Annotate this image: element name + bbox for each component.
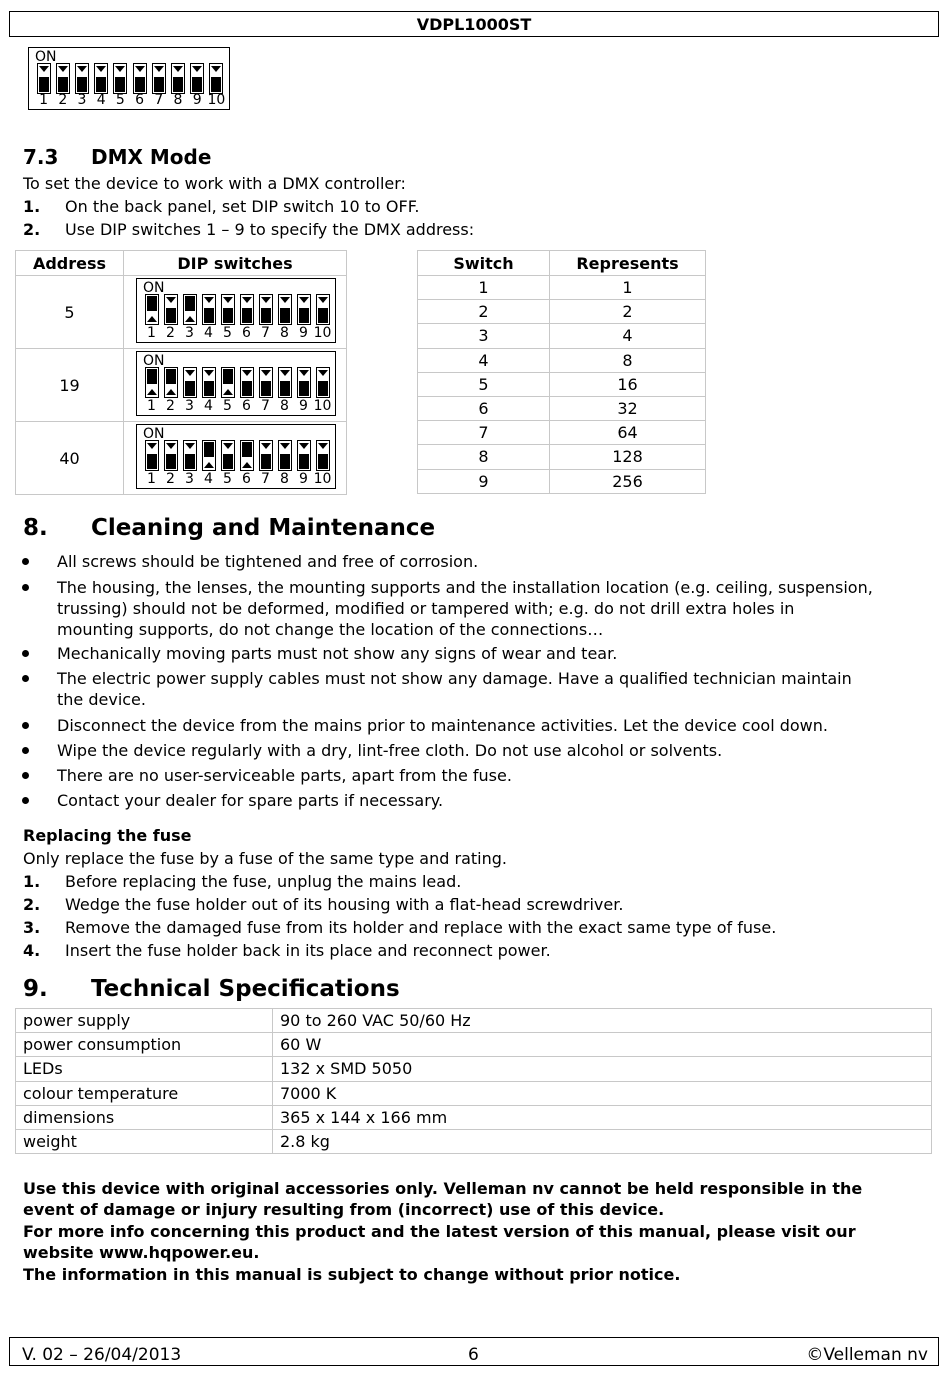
dip-number: 4 bbox=[204, 398, 213, 414]
spec-value: 365 x 144 x 166 mm bbox=[273, 1105, 932, 1129]
switch-row bbox=[418, 421, 706, 445]
dip-switch-10 bbox=[316, 440, 330, 471]
dip-number: 4 bbox=[204, 325, 213, 341]
dmx-intro: To set the device to work with a DMX controller: bbox=[23, 174, 406, 193]
dip-switch-2 bbox=[164, 294, 178, 325]
section-heading-specs: 9. Technical Specifications bbox=[23, 976, 400, 1002]
dip-number: 8 bbox=[280, 471, 289, 487]
dip-number: 6 bbox=[242, 325, 251, 341]
dip-switch-figure bbox=[136, 351, 336, 416]
dip-switch-5 bbox=[221, 367, 235, 398]
dip-number: 10 bbox=[313, 325, 332, 341]
represents-cell: 32 bbox=[550, 396, 706, 420]
notice-line: For more info concerning this product and the latest version of this manual, please visit our bbox=[23, 1222, 856, 1241]
list-item-text: the device. bbox=[57, 690, 146, 709]
list-item-text: There are no user-serviceable parts, apart from the fuse. bbox=[57, 766, 512, 785]
bullet-icon bbox=[22, 722, 29, 729]
switch-row bbox=[418, 469, 706, 493]
dip-number: 8 bbox=[280, 325, 289, 341]
switch-cell: 9 bbox=[418, 469, 550, 493]
dip-switch-10 bbox=[209, 63, 223, 94]
dmx-step: 2. Use DIP switches 1 – 9 to specify the DMX address: bbox=[23, 220, 475, 239]
spec-value: 60 W bbox=[273, 1033, 932, 1057]
dip-switch-figure bbox=[28, 47, 230, 110]
dip-number: 2 bbox=[166, 471, 175, 487]
dip-switch-1 bbox=[145, 367, 159, 398]
spec-row bbox=[16, 1033, 932, 1057]
spec-value: 7000 K bbox=[273, 1081, 932, 1105]
dip-number: 4 bbox=[204, 471, 213, 487]
switch-row bbox=[418, 396, 706, 420]
switch-cell: 3 bbox=[418, 324, 550, 348]
address-table bbox=[15, 250, 347, 495]
dip-switch-10 bbox=[316, 367, 330, 398]
fuse-step: 4. Insert the fuse holder back in its place and reconnect power. bbox=[23, 941, 551, 960]
dip-number: 9 bbox=[299, 325, 308, 341]
dip-number: 10 bbox=[313, 398, 332, 414]
footer-copyright: ©Velleman nv bbox=[806, 1345, 928, 1365]
switch-header: Switch bbox=[418, 251, 550, 276]
bullet-icon bbox=[22, 797, 29, 804]
dip-number: 7 bbox=[261, 325, 270, 341]
dip-number: 7 bbox=[261, 471, 270, 487]
switch-table bbox=[417, 250, 706, 494]
switch-row bbox=[418, 372, 706, 396]
dip-switch-5 bbox=[113, 63, 127, 94]
dip-number: 2 bbox=[166, 325, 175, 341]
dip-number: 9 bbox=[299, 471, 308, 487]
notice-line: The information in this manual is subject to change without prior notice. bbox=[23, 1265, 681, 1284]
dip-number: 3 bbox=[185, 325, 194, 341]
dip-number: 3 bbox=[185, 471, 194, 487]
fuse-heading: Replacing the fuse bbox=[23, 826, 192, 845]
dip-switch-2 bbox=[164, 367, 178, 398]
list-item-text: The housing, the lenses, the mounting supports and the installation location (e.g. ceiling, suspension, bbox=[57, 578, 873, 597]
dip-switch-8 bbox=[278, 294, 292, 325]
represents-cell: 8 bbox=[550, 348, 706, 372]
dip-number: 10 bbox=[313, 471, 332, 487]
list-item-text: All screws should be tightened and free of corrosion. bbox=[57, 552, 479, 571]
switch-row bbox=[418, 445, 706, 469]
spec-row bbox=[16, 1081, 932, 1105]
dip-switch-8 bbox=[278, 440, 292, 471]
dip-switch-9 bbox=[297, 367, 311, 398]
dip-switch-4 bbox=[202, 440, 216, 471]
fuse-step: 2. Wedge the fuse holder out of its housing with a flat-head screwdriver. bbox=[23, 895, 624, 914]
dip-switch-8 bbox=[278, 367, 292, 398]
dip-number: 9 bbox=[192, 92, 202, 108]
spec-label: power supply bbox=[16, 1009, 273, 1033]
dip-switch-4 bbox=[202, 294, 216, 325]
dip-switch-1 bbox=[145, 294, 159, 325]
switch-row bbox=[418, 324, 706, 348]
dip-switch-7 bbox=[259, 294, 273, 325]
list-item-text: Disconnect the device from the mains prior to maintenance activities. Let the device cool down. bbox=[57, 716, 828, 735]
dip-switch-5 bbox=[221, 440, 235, 471]
section-heading-dmx: 7.3 DMX Mode bbox=[23, 145, 212, 169]
represents-cell: 64 bbox=[550, 421, 706, 445]
dip-number: 6 bbox=[242, 398, 251, 414]
address-cell: 19 bbox=[16, 349, 124, 422]
dip-number: 1 bbox=[39, 92, 49, 108]
address-cell: 5 bbox=[16, 276, 124, 349]
dip-number: 4 bbox=[96, 92, 106, 108]
spec-row bbox=[16, 1009, 932, 1033]
bullet-icon bbox=[22, 558, 29, 565]
dip-switch-4 bbox=[94, 63, 108, 94]
dip-number: 6 bbox=[135, 92, 145, 108]
represents-cell: 1 bbox=[550, 276, 706, 300]
bullet-icon bbox=[22, 584, 29, 591]
dip-switch-2 bbox=[56, 63, 70, 94]
dip-switch-figure bbox=[136, 424, 336, 489]
dip-switch-1 bbox=[37, 63, 51, 94]
section-heading-cleaning: 8. Cleaning and Maintenance bbox=[23, 515, 436, 541]
spec-label: dimensions bbox=[16, 1105, 273, 1129]
list-item-text: Mechanically moving parts must not show any signs of wear and tear. bbox=[57, 644, 618, 663]
dip-switch-4 bbox=[202, 367, 216, 398]
dip-on-label: ON bbox=[143, 426, 165, 442]
notice-line: event of damage or injury resulting from (incorrect) use of this device. bbox=[23, 1200, 665, 1219]
dip-switch-7 bbox=[259, 440, 273, 471]
switch-cell: 1 bbox=[418, 276, 550, 300]
spec-label: LEDs bbox=[16, 1057, 273, 1081]
dip-number: 1 bbox=[147, 398, 156, 414]
dip-switch-1 bbox=[145, 440, 159, 471]
dip-number: 8 bbox=[280, 398, 289, 414]
fuse-step: 1. Before replacing the fuse, unplug the mains lead. bbox=[23, 872, 462, 891]
dip-number: 9 bbox=[299, 398, 308, 414]
switch-row bbox=[418, 348, 706, 372]
dip-number: 7 bbox=[261, 398, 270, 414]
spec-label: power consumption bbox=[16, 1033, 273, 1057]
switch-row bbox=[418, 276, 706, 300]
address-header: Address bbox=[16, 251, 124, 276]
notice-line: Use this device with original accessories only. Velleman nv cannot be held responsible in the bbox=[23, 1179, 863, 1198]
represents-cell: 128 bbox=[550, 445, 706, 469]
dip-switch-9 bbox=[297, 294, 311, 325]
spec-label: colour temperature bbox=[16, 1081, 273, 1105]
list-item-text: Contact your dealer for spare parts if necessary. bbox=[57, 791, 444, 810]
represents-cell: 16 bbox=[550, 372, 706, 396]
switch-row bbox=[418, 300, 706, 324]
notice-line: website www.hqpower.eu. bbox=[23, 1243, 260, 1262]
switch-cell: 4 bbox=[418, 348, 550, 372]
represents-cell: 4 bbox=[550, 324, 706, 348]
dip-number: 7 bbox=[154, 92, 164, 108]
bullet-icon bbox=[22, 772, 29, 779]
dip-switch-8 bbox=[171, 63, 185, 94]
represents-header: Represents bbox=[550, 251, 706, 276]
spec-row bbox=[16, 1105, 932, 1129]
switch-cell: 6 bbox=[418, 396, 550, 420]
dip-switch-6 bbox=[240, 294, 254, 325]
dip-switch-2 bbox=[164, 440, 178, 471]
dip-switch-10 bbox=[316, 294, 330, 325]
spec-label: weight bbox=[16, 1129, 273, 1153]
dip-switch-6 bbox=[240, 367, 254, 398]
spec-value: 90 to 260 VAC 50/60 Hz bbox=[273, 1009, 932, 1033]
bullet-icon bbox=[22, 747, 29, 754]
dip-on-label: ON bbox=[35, 49, 57, 65]
dip-number: 3 bbox=[185, 398, 194, 414]
fuse-intro: Only replace the fuse by a fuse of the same type and rating. bbox=[23, 849, 507, 868]
dip-number: 5 bbox=[223, 471, 232, 487]
dip-on-label: ON bbox=[143, 280, 165, 296]
bullet-icon bbox=[22, 650, 29, 657]
dip-number: 5 bbox=[115, 92, 125, 108]
dip-switch-7 bbox=[152, 63, 166, 94]
dip-switch-3 bbox=[183, 440, 197, 471]
dip-number: 10 bbox=[207, 92, 226, 108]
dip-number: 2 bbox=[166, 398, 175, 414]
bullet-icon bbox=[22, 675, 29, 682]
fuse-step: 3. Remove the damaged fuse from its holder and replace with the exact same type of fuse. bbox=[23, 918, 777, 937]
page-header bbox=[9, 11, 939, 37]
dip-switch-9 bbox=[190, 63, 204, 94]
switch-cell: 2 bbox=[418, 300, 550, 324]
dip-number: 5 bbox=[223, 398, 232, 414]
switch-cell: 5 bbox=[418, 372, 550, 396]
represents-cell: 2 bbox=[550, 300, 706, 324]
spec-value: 132 x SMD 5050 bbox=[273, 1057, 932, 1081]
dip-switch-6 bbox=[240, 440, 254, 471]
dip-number: 5 bbox=[223, 325, 232, 341]
footer-page-number: 6 bbox=[468, 1345, 479, 1365]
dip-number: 3 bbox=[77, 92, 87, 108]
dip-switch-3 bbox=[183, 367, 197, 398]
dip-switch-3 bbox=[75, 63, 89, 94]
dip-switch-9 bbox=[297, 440, 311, 471]
dip-switch-7 bbox=[259, 367, 273, 398]
dip-number: 8 bbox=[173, 92, 183, 108]
list-item-text: Wipe the device regularly with a dry, lint-free cloth. Do not use alcohol or solvents. bbox=[57, 741, 723, 760]
dip-number: 1 bbox=[147, 471, 156, 487]
address-cell: 40 bbox=[16, 422, 124, 495]
dip-switch-5 bbox=[221, 294, 235, 325]
switch-cell: 7 bbox=[418, 421, 550, 445]
dip-header: DIP switches bbox=[124, 251, 347, 276]
list-item-text: mounting supports, do not change the location of the connections… bbox=[57, 620, 604, 639]
spec-value: 2.8 kg bbox=[273, 1129, 932, 1153]
dip-number: 6 bbox=[242, 471, 251, 487]
dmx-step: 1. On the back panel, set DIP switch 10 to OFF. bbox=[23, 197, 420, 216]
represents-cell: 256 bbox=[550, 469, 706, 493]
dip-switch-3 bbox=[183, 294, 197, 325]
header-title: VDPL1000ST bbox=[416, 15, 532, 34]
list-item-text: trussing) should not be deformed, modified or tampered with; e.g. do not drill extra holes in bbox=[57, 599, 795, 618]
specifications-table bbox=[15, 1008, 932, 1154]
switch-cell: 8 bbox=[418, 445, 550, 469]
dip-switch-figure bbox=[136, 278, 336, 343]
dip-switch-6 bbox=[133, 63, 147, 94]
footer-version: V. 02 – 26/04/2013 bbox=[22, 1345, 182, 1365]
dip-number: 1 bbox=[147, 325, 156, 341]
spec-row bbox=[16, 1129, 932, 1153]
spec-row bbox=[16, 1057, 932, 1081]
list-item-text: The electric power supply cables must not show any damage. Have a qualified technician maintain bbox=[57, 669, 852, 688]
page-footer bbox=[9, 1337, 939, 1366]
dip-on-label: ON bbox=[143, 353, 165, 369]
dip-number: 2 bbox=[58, 92, 68, 108]
